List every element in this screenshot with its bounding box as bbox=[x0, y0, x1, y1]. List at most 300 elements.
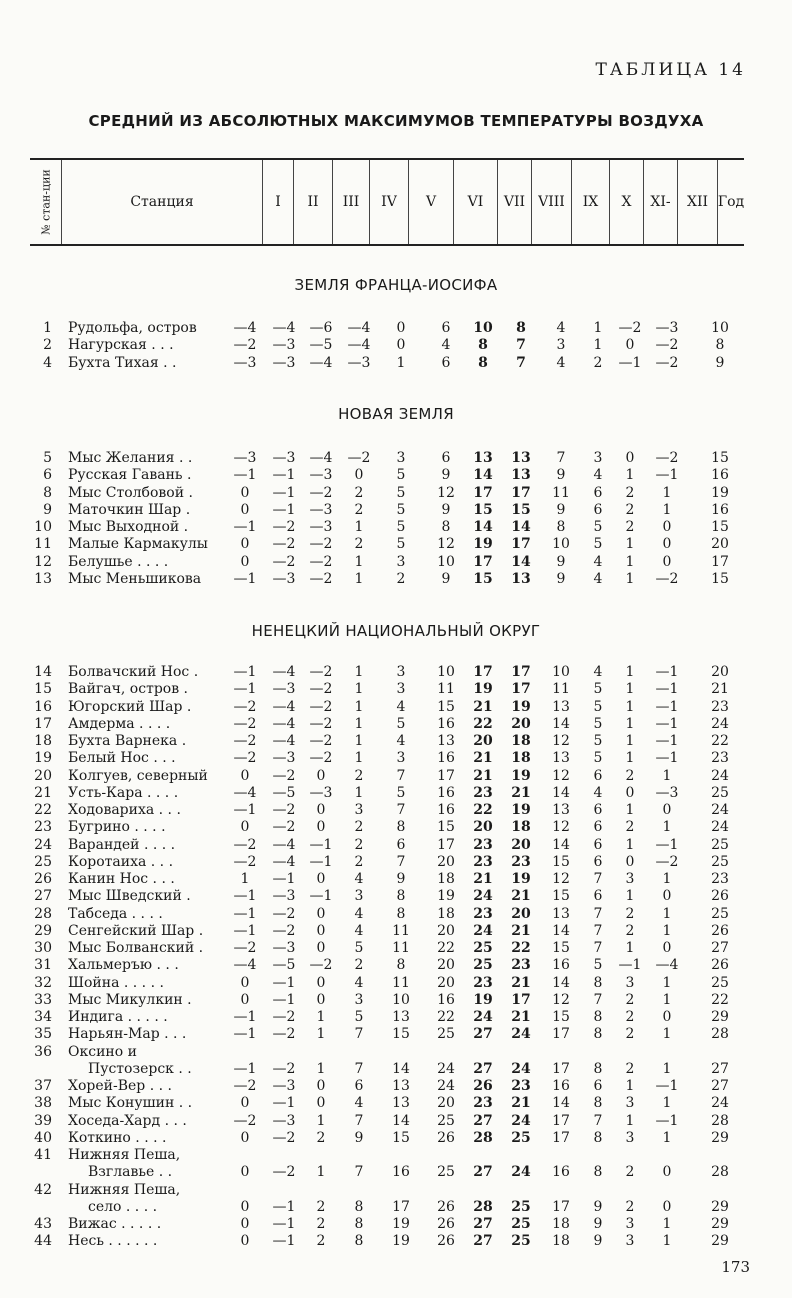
value-cell: 2 bbox=[625, 819, 635, 836]
value-cell: 20 bbox=[473, 733, 493, 749]
value-cell: 6 bbox=[593, 836, 603, 853]
station-name: Маточкин Шар . bbox=[68, 501, 191, 518]
station-number: 25 bbox=[34, 853, 52, 870]
value-cell: 24 bbox=[437, 1060, 455, 1077]
value-cell: 2 bbox=[625, 922, 635, 939]
value-cell: —1 bbox=[272, 1095, 296, 1112]
station-number: 19 bbox=[34, 750, 52, 767]
value-cell: 27 bbox=[473, 1060, 493, 1077]
value-cell: 10 bbox=[552, 664, 570, 680]
value-cell: 0 bbox=[240, 484, 250, 501]
value-cell: 16 bbox=[437, 715, 455, 732]
value-cell: —1 bbox=[655, 750, 679, 767]
value-cell: —5 bbox=[272, 957, 296, 974]
value-cell: 1 bbox=[625, 802, 635, 818]
value-cell: —1 bbox=[272, 1198, 296, 1215]
value-cell: —2 bbox=[233, 733, 257, 749]
value-cell: 23 bbox=[511, 1078, 531, 1094]
value-cell: 9 bbox=[556, 467, 566, 484]
value-cell: 5 bbox=[396, 784, 406, 801]
value-cell: —2 bbox=[309, 484, 333, 501]
station-name: Индига . . . . . bbox=[68, 1009, 168, 1025]
value-cell: 1 bbox=[662, 819, 672, 836]
value-cell: 6 bbox=[593, 501, 603, 518]
value-cell: 8 bbox=[593, 1129, 603, 1146]
value-cell: —2 bbox=[272, 819, 296, 836]
value-cell: —3 bbox=[347, 354, 371, 371]
value-cell: 1 bbox=[662, 991, 672, 1008]
header-month: VIII bbox=[532, 160, 572, 244]
station-number: 36 bbox=[34, 1043, 52, 1060]
table-row bbox=[0, 554, 792, 571]
table-row bbox=[0, 571, 792, 588]
value-cell: 24 bbox=[511, 1060, 531, 1077]
value-cell: 22 bbox=[711, 733, 729, 749]
value-cell: 16 bbox=[552, 957, 570, 974]
station-number: 27 bbox=[34, 888, 52, 905]
value-cell: 28 bbox=[711, 1112, 729, 1129]
value-cell: 25 bbox=[437, 1164, 455, 1181]
value-cell: 19 bbox=[392, 1216, 410, 1232]
station-name: Мыс Желания . . bbox=[68, 450, 193, 466]
value-cell: 17 bbox=[392, 1198, 410, 1215]
value-cell: 21 bbox=[473, 698, 493, 715]
station-number: 13 bbox=[34, 570, 52, 587]
station-name: Вижас . . . . . bbox=[68, 1216, 162, 1232]
value-cell: 3 bbox=[625, 1216, 635, 1232]
value-cell: 1 bbox=[625, 750, 635, 767]
value-cell: 10 bbox=[552, 536, 570, 553]
value-cell: 9 bbox=[441, 570, 451, 587]
value-cell: 5 bbox=[396, 501, 406, 518]
value-cell: 14 bbox=[552, 922, 570, 939]
value-cell: 1 bbox=[396, 354, 406, 371]
value-cell: 23 bbox=[511, 853, 531, 870]
value-cell: 28 bbox=[711, 1026, 729, 1043]
value-cell: 17 bbox=[473, 553, 493, 570]
value-cell: 1 bbox=[240, 871, 250, 887]
value-cell: 12 bbox=[552, 733, 570, 749]
value-cell: 26 bbox=[711, 922, 729, 939]
table-row bbox=[0, 536, 792, 553]
header-station-number bbox=[30, 160, 62, 244]
value-cell: 8 bbox=[593, 1095, 603, 1112]
value-cell: 17 bbox=[552, 1060, 570, 1077]
value-cell: 5 bbox=[396, 536, 406, 553]
value-cell: 6 bbox=[593, 888, 603, 905]
value-cell: 5 bbox=[593, 957, 603, 974]
station-name: Мыс Меньшикова bbox=[68, 570, 202, 587]
value-cell: 1 bbox=[316, 1112, 326, 1129]
value-cell: 2 bbox=[625, 1009, 635, 1025]
table-row bbox=[0, 975, 792, 992]
value-cell: —2 bbox=[272, 553, 296, 570]
value-cell: 23 bbox=[473, 974, 493, 991]
value-cell: 4 bbox=[441, 337, 451, 354]
value-cell: 0 bbox=[354, 467, 364, 484]
table-row bbox=[0, 355, 792, 372]
table-row bbox=[0, 699, 792, 716]
value-cell: —3 bbox=[655, 320, 679, 336]
value-cell: 4 bbox=[354, 871, 364, 887]
value-cell: 19 bbox=[711, 484, 729, 501]
value-cell: —3 bbox=[272, 940, 296, 956]
value-cell: 4 bbox=[593, 467, 603, 484]
station-number: 21 bbox=[34, 784, 52, 801]
value-cell: 21 bbox=[511, 1095, 531, 1112]
value-cell: 5 bbox=[354, 1009, 364, 1025]
value-cell: 24 bbox=[511, 1026, 531, 1043]
station-number: 43 bbox=[34, 1216, 52, 1232]
value-cell: 28 bbox=[711, 1164, 729, 1181]
value-cell: 24 bbox=[473, 922, 493, 939]
value-cell: —1 bbox=[233, 570, 257, 587]
value-cell: 3 bbox=[354, 802, 364, 818]
station-name: Белый Нос . . . bbox=[68, 750, 176, 767]
value-cell: 25 bbox=[711, 974, 729, 991]
value-cell: —4 bbox=[309, 354, 333, 371]
value-cell: 20 bbox=[711, 664, 729, 680]
value-cell: 5 bbox=[354, 940, 364, 956]
value-cell: 6 bbox=[441, 450, 451, 466]
value-cell: 0 bbox=[240, 1095, 250, 1112]
value-cell: 20 bbox=[473, 819, 493, 836]
value-cell: 17 bbox=[511, 991, 531, 1008]
value-cell: —2 bbox=[233, 1112, 257, 1129]
table-row bbox=[0, 320, 792, 337]
value-cell: —4 bbox=[233, 784, 257, 801]
value-cell: 18 bbox=[552, 1233, 570, 1250]
table-title: СРЕДНИЙ ИЗ АБСОЛЮТНЫХ МАКСИМУМОВ ТЕМПЕРАТУРЫ ВОЗДУХА bbox=[88, 112, 704, 130]
table-row bbox=[0, 1199, 792, 1216]
value-cell: 0 bbox=[316, 940, 326, 956]
value-cell: 21 bbox=[511, 974, 531, 991]
value-cell: 28 bbox=[473, 1129, 493, 1146]
value-cell: 0 bbox=[240, 501, 250, 518]
value-cell: 29 bbox=[711, 1009, 729, 1025]
value-cell: 19 bbox=[392, 1233, 410, 1250]
value-cell: —3 bbox=[272, 354, 296, 371]
value-cell: 20 bbox=[437, 974, 455, 991]
header-month: XI- bbox=[644, 160, 678, 244]
value-cell: 11 bbox=[392, 940, 410, 956]
value-cell: 1 bbox=[316, 1009, 326, 1025]
value-cell: 1 bbox=[354, 733, 364, 749]
value-cell: 12 bbox=[437, 484, 455, 501]
value-cell: —2 bbox=[309, 570, 333, 587]
value-cell: 23 bbox=[473, 853, 493, 870]
value-cell: 17 bbox=[437, 767, 455, 784]
value-cell: 6 bbox=[593, 484, 603, 501]
table-row bbox=[0, 871, 792, 888]
value-cell: 1 bbox=[354, 681, 364, 698]
value-cell: 20 bbox=[511, 905, 531, 922]
value-cell: —1 bbox=[309, 836, 333, 853]
station-name: Коротаиха . . . bbox=[68, 853, 174, 870]
value-cell: 16 bbox=[552, 1078, 570, 1094]
value-cell: —2 bbox=[655, 337, 679, 354]
station-number: 4 bbox=[43, 354, 52, 371]
station-number: 23 bbox=[34, 819, 52, 836]
value-cell: 14 bbox=[552, 836, 570, 853]
station-name: Коткино . . . . bbox=[68, 1129, 167, 1146]
table-row bbox=[0, 923, 792, 940]
value-cell: —4 bbox=[233, 957, 257, 974]
value-cell: 0 bbox=[625, 784, 635, 801]
station-name: Мыс Микулкин . bbox=[68, 991, 192, 1008]
table-row-label bbox=[0, 1044, 792, 1061]
value-cell: —1 bbox=[233, 681, 257, 698]
value-cell: 15 bbox=[392, 1129, 410, 1146]
value-cell: 22 bbox=[437, 1009, 455, 1025]
value-cell: 2 bbox=[625, 1198, 635, 1215]
value-cell: 1 bbox=[625, 715, 635, 732]
value-cell: —1 bbox=[233, 802, 257, 818]
value-cell: 0 bbox=[316, 871, 326, 887]
value-cell: 4 bbox=[354, 1095, 364, 1112]
value-cell: 8 bbox=[354, 1233, 364, 1250]
value-cell: 16 bbox=[437, 991, 455, 1008]
value-cell: —4 bbox=[233, 320, 257, 336]
value-cell: 0 bbox=[396, 320, 406, 336]
value-cell: 24 bbox=[711, 1095, 729, 1112]
value-cell: 16 bbox=[711, 501, 729, 518]
value-cell: 21 bbox=[511, 888, 531, 905]
value-cell: —1 bbox=[233, 1009, 257, 1025]
value-cell: —1 bbox=[272, 871, 296, 887]
value-cell: 17 bbox=[711, 553, 729, 570]
table-row bbox=[0, 337, 792, 354]
value-cell: 17 bbox=[552, 1026, 570, 1043]
value-cell: 1 bbox=[593, 337, 603, 354]
value-cell: 0 bbox=[662, 802, 672, 818]
value-cell: —1 bbox=[309, 888, 333, 905]
value-cell: —1 bbox=[233, 888, 257, 905]
value-cell: 12 bbox=[552, 991, 570, 1008]
value-cell: —2 bbox=[309, 733, 333, 749]
station-name: Табседа . . . . bbox=[68, 905, 163, 922]
value-cell: —1 bbox=[233, 922, 257, 939]
value-cell: 7 bbox=[354, 1112, 364, 1129]
value-cell: 10 bbox=[437, 664, 455, 680]
value-cell: 1 bbox=[625, 836, 635, 853]
value-cell: 0 bbox=[625, 450, 635, 466]
value-cell: —1 bbox=[655, 1112, 679, 1129]
value-cell: 13 bbox=[511, 570, 531, 587]
station-name: Амдерма . . . . bbox=[68, 715, 171, 732]
value-cell: 2 bbox=[354, 501, 364, 518]
station-name: Белушье . . . . bbox=[68, 553, 169, 570]
value-cell: 4 bbox=[593, 553, 603, 570]
value-cell: 20 bbox=[711, 536, 729, 553]
value-cell: 0 bbox=[240, 991, 250, 1008]
station-name: Мыс Шведский . bbox=[68, 888, 191, 905]
value-cell: 15 bbox=[552, 888, 570, 905]
value-cell: 0 bbox=[662, 1198, 672, 1215]
value-cell: 7 bbox=[593, 1112, 603, 1129]
value-cell: 29 bbox=[711, 1198, 729, 1215]
value-cell: 17 bbox=[511, 681, 531, 698]
value-cell: —1 bbox=[233, 1026, 257, 1043]
value-cell: —1 bbox=[272, 974, 296, 991]
header-station-number-label: № стан-ции bbox=[39, 169, 52, 235]
value-cell: 17 bbox=[511, 484, 531, 501]
value-cell: 17 bbox=[437, 836, 455, 853]
table-row-label bbox=[0, 1182, 792, 1199]
value-cell: 20 bbox=[437, 853, 455, 870]
value-cell: 7 bbox=[354, 1060, 364, 1077]
station-number: 37 bbox=[34, 1078, 52, 1094]
value-cell: 24 bbox=[711, 715, 729, 732]
value-cell: 0 bbox=[240, 1129, 250, 1146]
value-cell: 2 bbox=[625, 1164, 635, 1181]
value-cell: —4 bbox=[272, 853, 296, 870]
value-cell: 14 bbox=[473, 467, 493, 484]
value-cell: 28 bbox=[473, 1198, 493, 1215]
value-cell: 2 bbox=[354, 836, 364, 853]
value-cell: 11 bbox=[392, 974, 410, 991]
value-cell: 25 bbox=[511, 1198, 531, 1215]
value-cell: 20 bbox=[437, 957, 455, 974]
value-cell: 13 bbox=[552, 905, 570, 922]
value-cell: 0 bbox=[316, 974, 326, 991]
value-cell: 19 bbox=[473, 681, 493, 698]
table-row bbox=[0, 750, 792, 767]
value-cell: 1 bbox=[662, 1060, 672, 1077]
value-cell: 2 bbox=[625, 905, 635, 922]
value-cell: 1 bbox=[354, 784, 364, 801]
value-cell: —2 bbox=[233, 836, 257, 853]
value-cell: 10 bbox=[437, 553, 455, 570]
value-cell: 20 bbox=[511, 836, 531, 853]
station-number: 6 bbox=[43, 467, 52, 484]
header-month: V bbox=[409, 160, 454, 244]
value-cell: 29 bbox=[711, 1233, 729, 1250]
value-cell: —4 bbox=[272, 836, 296, 853]
value-cell: 10 bbox=[392, 991, 410, 1008]
value-cell: 0 bbox=[240, 1198, 250, 1215]
value-cell: 0 bbox=[240, 974, 250, 991]
value-cell: 15 bbox=[511, 501, 531, 518]
value-cell: 8 bbox=[593, 974, 603, 991]
station-number: 40 bbox=[34, 1129, 52, 1146]
value-cell: 25 bbox=[711, 905, 729, 922]
value-cell: 18 bbox=[511, 733, 531, 749]
value-cell: 3 bbox=[625, 1129, 635, 1146]
value-cell: 8 bbox=[441, 519, 451, 535]
value-cell: 21 bbox=[511, 1009, 531, 1025]
value-cell: 2 bbox=[354, 536, 364, 553]
station-number: 38 bbox=[34, 1095, 52, 1112]
value-cell: 8 bbox=[354, 1198, 364, 1215]
station-name: Югорский Шар . bbox=[68, 698, 192, 715]
value-cell: 19 bbox=[437, 888, 455, 905]
table-header bbox=[30, 158, 744, 246]
table-row bbox=[0, 802, 792, 819]
value-cell: 1 bbox=[662, 871, 672, 887]
value-cell: 4 bbox=[396, 698, 406, 715]
value-cell: 25 bbox=[511, 1216, 531, 1232]
station-name: Нарьян-Мар . . . bbox=[68, 1026, 187, 1043]
value-cell: 13 bbox=[511, 450, 531, 466]
value-cell: 8 bbox=[593, 1060, 603, 1077]
value-cell: 22 bbox=[511, 940, 531, 956]
value-cell: 17 bbox=[473, 664, 493, 680]
value-cell: 8 bbox=[593, 1026, 603, 1043]
table-row-label bbox=[0, 1147, 792, 1164]
value-cell: 0 bbox=[240, 819, 250, 836]
table-row bbox=[0, 957, 792, 974]
value-cell: 17 bbox=[511, 664, 531, 680]
value-cell: 24 bbox=[473, 1009, 493, 1025]
value-cell: 1 bbox=[662, 1129, 672, 1146]
station-number: 1 bbox=[43, 320, 52, 336]
value-cell: —1 bbox=[272, 991, 296, 1008]
value-cell: —1 bbox=[655, 681, 679, 698]
value-cell: 3 bbox=[396, 681, 406, 698]
value-cell: 27 bbox=[711, 1060, 729, 1077]
value-cell: 2 bbox=[625, 1026, 635, 1043]
value-cell: 0 bbox=[316, 1078, 326, 1094]
value-cell: 2 bbox=[316, 1129, 326, 1146]
station-name: Болвачский Нос . bbox=[68, 664, 199, 680]
value-cell: 21 bbox=[473, 871, 493, 887]
value-cell: 8 bbox=[556, 519, 566, 535]
value-cell: 18 bbox=[552, 1216, 570, 1232]
value-cell: —2 bbox=[233, 750, 257, 767]
value-cell: 2 bbox=[396, 570, 406, 587]
value-cell: 13 bbox=[437, 733, 455, 749]
value-cell: 7 bbox=[354, 1026, 364, 1043]
value-cell: 7 bbox=[516, 354, 526, 371]
value-cell: 27 bbox=[711, 940, 729, 956]
value-cell: 8 bbox=[516, 320, 526, 336]
value-cell: 13 bbox=[552, 750, 570, 767]
value-cell: —1 bbox=[655, 467, 679, 484]
value-cell: —3 bbox=[272, 337, 296, 354]
station-number: 30 bbox=[34, 940, 52, 956]
value-cell: —4 bbox=[347, 337, 371, 354]
table-row bbox=[0, 1216, 792, 1233]
station-name-cont: Пустозерск . . bbox=[88, 1060, 192, 1077]
table-row bbox=[0, 450, 792, 467]
value-cell: 13 bbox=[392, 1078, 410, 1094]
value-cell: —3 bbox=[655, 784, 679, 801]
value-cell: 19 bbox=[511, 767, 531, 784]
value-cell: 0 bbox=[240, 1164, 250, 1181]
value-cell: 20 bbox=[437, 1095, 455, 1112]
value-cell: 17 bbox=[552, 1112, 570, 1129]
value-cell: —2 bbox=[233, 337, 257, 354]
value-cell: 21 bbox=[473, 767, 493, 784]
station-name-cont: Взглавье . . bbox=[88, 1164, 173, 1181]
value-cell: 24 bbox=[511, 1112, 531, 1129]
value-cell: 1 bbox=[662, 922, 672, 939]
value-cell: 17 bbox=[552, 1129, 570, 1146]
value-cell: 5 bbox=[593, 536, 603, 553]
value-cell: 23 bbox=[473, 836, 493, 853]
value-cell: 14 bbox=[552, 784, 570, 801]
value-cell: 6 bbox=[593, 1078, 603, 1094]
value-cell: 9 bbox=[593, 1198, 603, 1215]
value-cell: 9 bbox=[441, 501, 451, 518]
value-cell: 8 bbox=[478, 337, 488, 354]
value-cell: —2 bbox=[272, 1164, 296, 1181]
value-cell: 4 bbox=[593, 570, 603, 587]
value-cell: —2 bbox=[309, 664, 333, 680]
value-cell: —2 bbox=[233, 715, 257, 732]
table-row bbox=[0, 716, 792, 733]
